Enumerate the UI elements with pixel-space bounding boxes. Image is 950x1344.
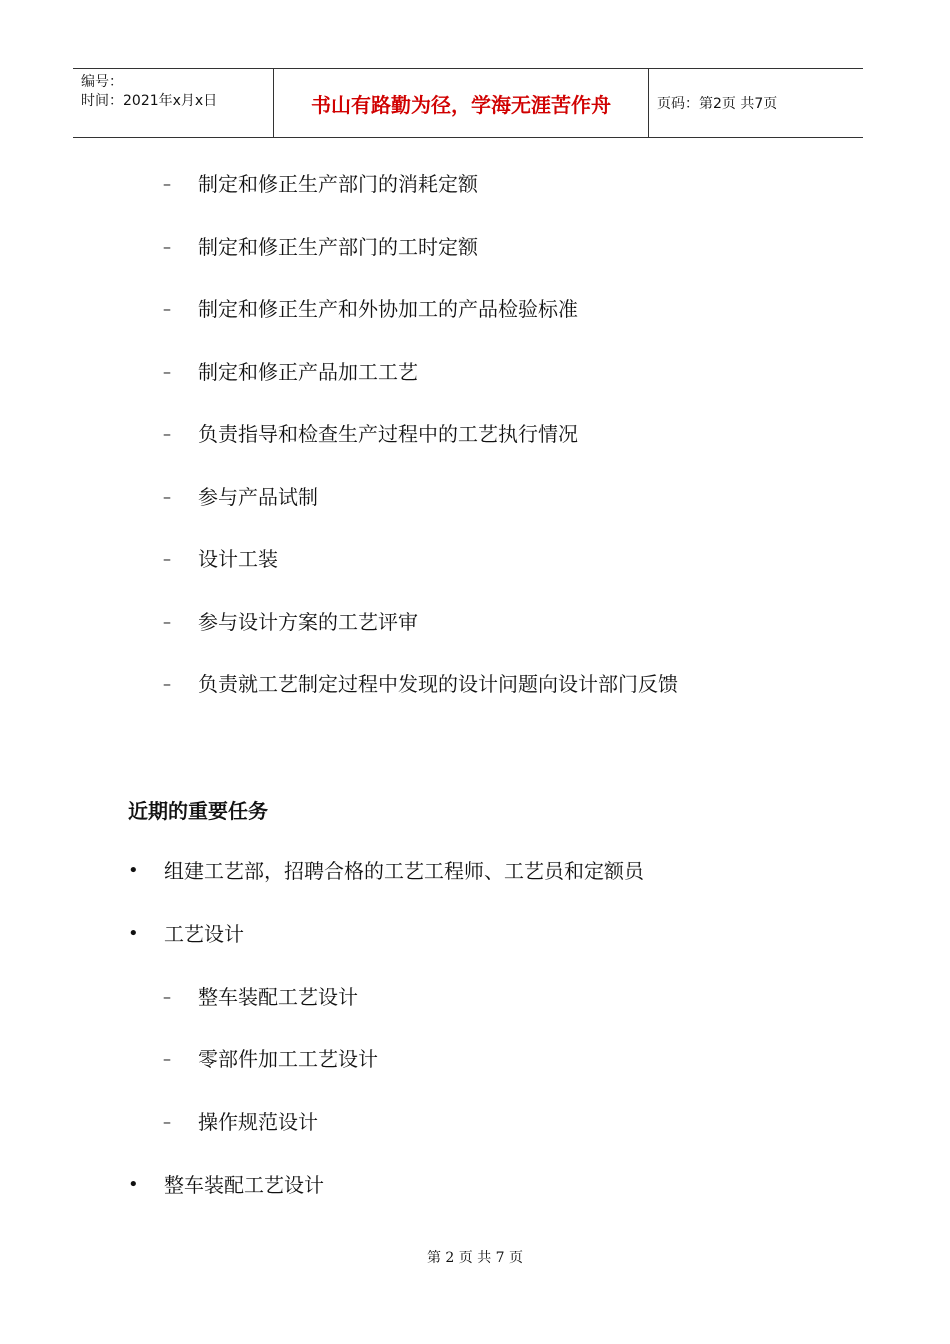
list-item-text: 负责指导和检查生产过程中的工艺执行情况	[198, 422, 578, 446]
dash-marker: –	[163, 987, 171, 1006]
dash-marker: –	[163, 237, 171, 256]
dash-marker: –	[163, 299, 171, 318]
list-item-text: 操作规范设计	[198, 1110, 318, 1134]
dash-marker: –	[163, 549, 171, 568]
document-header	[73, 68, 863, 138]
dash-marker: –	[163, 612, 171, 631]
header-motto: 书山有路勤为径，学海无涯苦作舟	[273, 69, 649, 137]
list-item-text: 设计工装	[198, 547, 278, 571]
list-item-text: 制定和修正生产部门的工时定额	[198, 235, 478, 259]
page-indicator: 页码：第2页 共7页	[657, 96, 778, 112]
dash-marker: –	[163, 1049, 171, 1068]
bullet-marker: •	[128, 860, 139, 881]
list-item-text: 整车装配工艺设计	[198, 985, 358, 1009]
list-item-text: 制定和修正生产部门的消耗定额	[198, 172, 478, 196]
list-item-text: 制定和修正生产和外协加工的产品检验标准	[198, 297, 578, 321]
bullet-marker: •	[128, 923, 139, 944]
dash-marker: –	[163, 362, 171, 381]
list-item-text: 零部件加工工艺设计	[198, 1047, 378, 1071]
page-footer: 第 2 页 共 7 页	[426, 1250, 524, 1266]
list-item-text: 参与产品试制	[198, 485, 318, 509]
header-meta	[73, 69, 273, 137]
bullet-marker: •	[128, 1174, 139, 1195]
section-heading: 近期的重要任务	[128, 799, 268, 823]
dash-marker: –	[163, 487, 171, 506]
list-item-text: 组建工艺部，招聘合格的工艺工程师、工艺员和定额员	[164, 859, 644, 883]
number-label: 编号：	[81, 74, 123, 90]
list-item-text: 制定和修正产品加工工艺	[198, 360, 418, 384]
dash-marker: –	[163, 424, 171, 443]
dash-marker: –	[163, 674, 171, 693]
list-item-text: 参与设计方案的工艺评审	[198, 610, 418, 634]
time-label: 时间：2021年x月x日	[81, 93, 218, 109]
dash-marker: –	[163, 174, 171, 193]
list-item-text: 整车装配工艺设计	[164, 1173, 324, 1197]
list-item-text: 负责就工艺制定过程中发现的设计问题向设计部门反馈	[198, 672, 678, 696]
dash-marker: –	[163, 1112, 171, 1131]
list-item-text: 工艺设计	[164, 922, 244, 946]
